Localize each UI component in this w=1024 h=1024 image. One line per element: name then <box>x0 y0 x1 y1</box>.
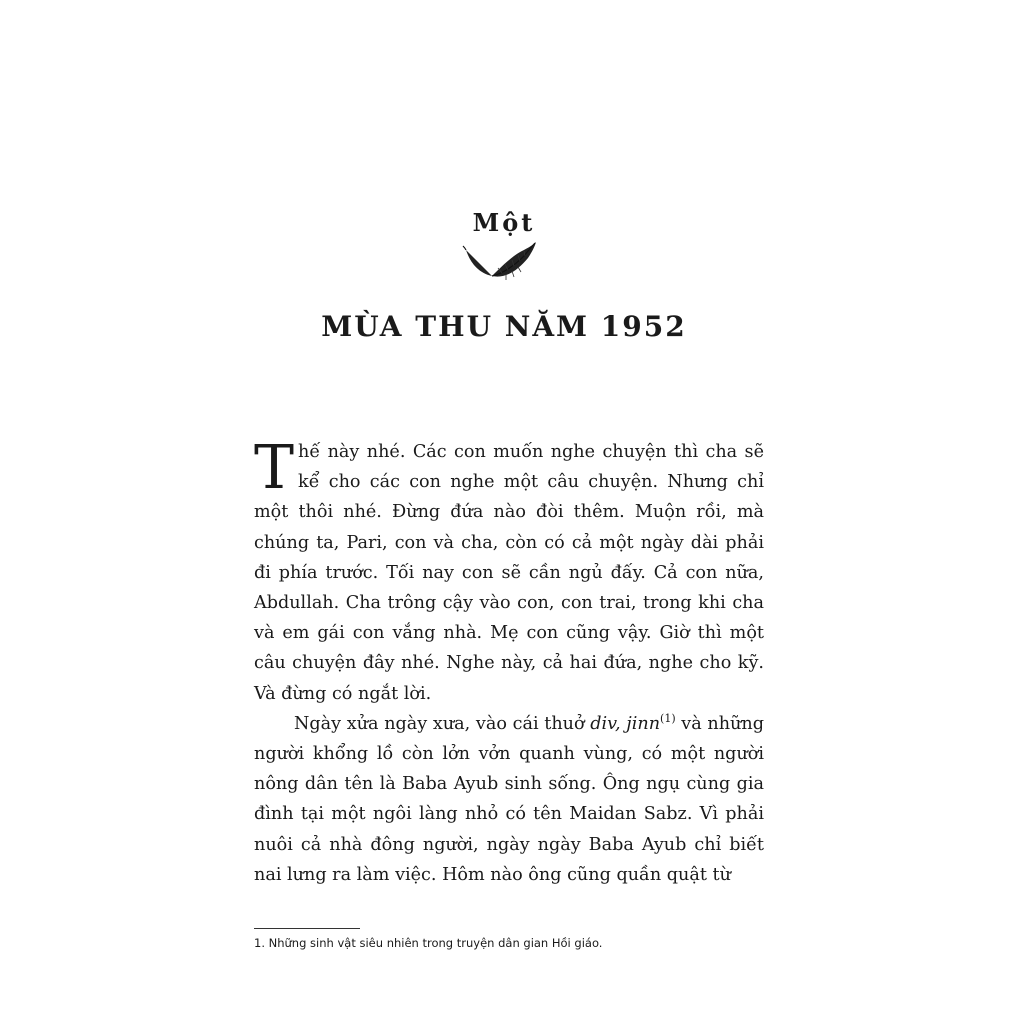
feather-icon <box>462 240 540 292</box>
drop-cap: T <box>254 433 295 503</box>
chapter-label: Một <box>472 208 536 237</box>
paragraph <box>254 433 764 709</box>
footnote: 1. Những sinh vật siêu nhiên trong truyện dân gian Hồi giáo. <box>254 936 603 950</box>
footnote-divider <box>254 928 360 929</box>
paragraph <box>254 709 764 890</box>
italic-term: div, jinn <box>590 713 661 734</box>
footnote-reference: (1) <box>660 711 676 725</box>
body-text <box>254 433 765 890</box>
chapter-title: MÙA THU NĂM 1952 <box>321 310 687 343</box>
paragraph-text: hế này nhé. Các con muốn nghe chuyện thì cha sẽ kể cho các con nghe một câu chuyện. Nhưng chỉ một thôi nhé. Đừng đứa nào đòi thêm. Muộn rồi, mà chúng ta, Pari, con và cha, còn có cả một ngày dài phải đi phía trước. Tối nay con sẽ cần ngủ đấy. Cả con nữa, Abdullah. Cha trông cậy vào con, con trai, trong khi cha và em gái con vắng nhà. Mẹ con cũng vậy. Giờ thì một câu chuyện đây nhé. Nghe này, cả hai đứa, nghe cho kỹ. Và đừng có ngắt lời. <box>254 442 764 704</box>
paragraph-text: Ngày xửa ngày xưa, vào cái thuở <box>294 713 591 734</box>
paragraph-text: và những người khổng lồ còn lởn vởn quanh vùng, có một người nông dân tên là Baba Ayub sinh sống. Ông ngụ cùng gia đình tại một ngôi làng nhỏ có tên Maidan Sabz. Vì phải nuôi cả nhà đông người, ngày ngày Baba Ayub chỉ biết nai lưng ra làm việc. Hôm nào ông cũng quần quật từ <box>254 713 765 885</box>
